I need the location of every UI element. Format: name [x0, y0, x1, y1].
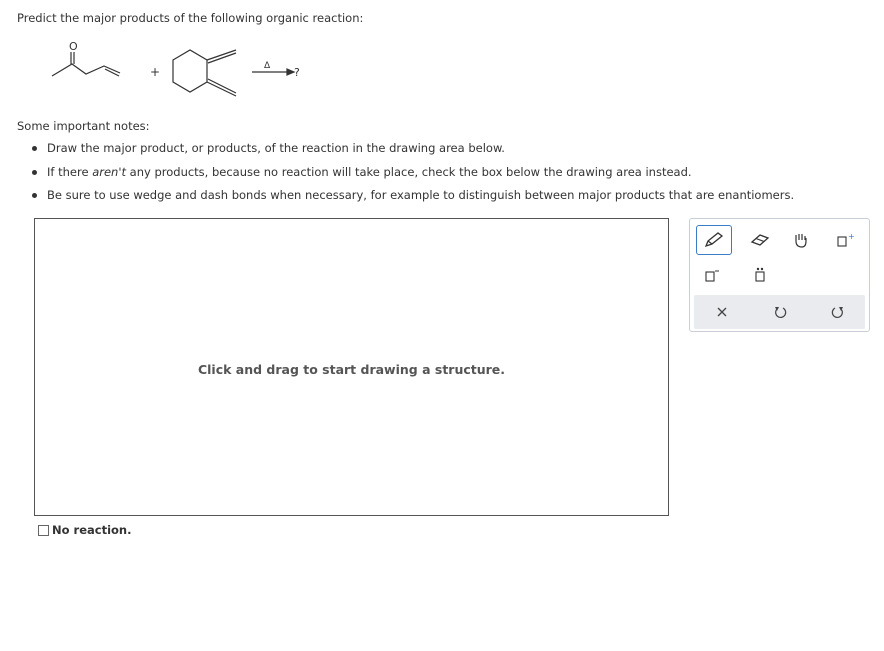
hand-icon — [791, 231, 811, 249]
heat-symbol: Δ — [264, 61, 271, 71]
delete-icon — [715, 305, 729, 319]
reactant-enone — [52, 52, 120, 76]
no-reaction-checkbox[interactable] — [38, 523, 131, 537]
undo-button[interactable] — [765, 298, 795, 326]
undo-icon — [773, 305, 787, 319]
reactant-diene — [173, 50, 236, 96]
redo-icon — [831, 305, 845, 319]
question-text: Predict the major products of the following organic reaction: — [17, 11, 364, 25]
charge-box-icon — [702, 266, 722, 284]
no-reaction-label: No reaction. — [52, 523, 132, 537]
add-box-plus-icon — [835, 231, 855, 249]
checkbox-box[interactable] — [38, 525, 49, 536]
lone-pair-button[interactable] — [745, 261, 775, 289]
notes-title: Some important notes: — [17, 119, 150, 133]
delete-button[interactable] — [707, 298, 737, 326]
note-item: Draw the major product, or products, of the reaction in the drawing area below. — [17, 141, 794, 165]
drawing-toolbar — [689, 218, 870, 332]
pencil-icon — [703, 231, 725, 249]
add-charge-minus-button[interactable] — [697, 261, 727, 289]
lone-pair-icon — [750, 266, 770, 284]
drawing-hint: Click and drag to start drawing a structure. — [197, 362, 506, 377]
eraser-icon — [749, 231, 771, 249]
note-item: Be sure to use wedge and dash bonds when necessary, for example to distinguish between major products that are enantiomers. — [17, 188, 794, 212]
redo-button[interactable] — [823, 298, 853, 326]
add-charge-plus-button[interactable] — [830, 226, 860, 254]
product-question: ? — [294, 66, 300, 79]
eraser-tool-button[interactable] — [745, 226, 775, 254]
hand-tool-button[interactable] — [786, 226, 816, 254]
reaction-arrow — [252, 69, 294, 75]
pencil-tool-button[interactable] — [696, 225, 732, 255]
note-item: If there aren't any products, because no reaction will take place, check the box below the drawing area instead. — [17, 165, 794, 189]
oxygen-label: O — [69, 40, 78, 53]
svg-text:+: + — [848, 232, 855, 241]
notes-list — [17, 141, 794, 212]
drawing-canvas[interactable] — [34, 218, 669, 516]
plus-sign: + — [150, 65, 161, 79]
reaction-scheme — [40, 38, 320, 104]
